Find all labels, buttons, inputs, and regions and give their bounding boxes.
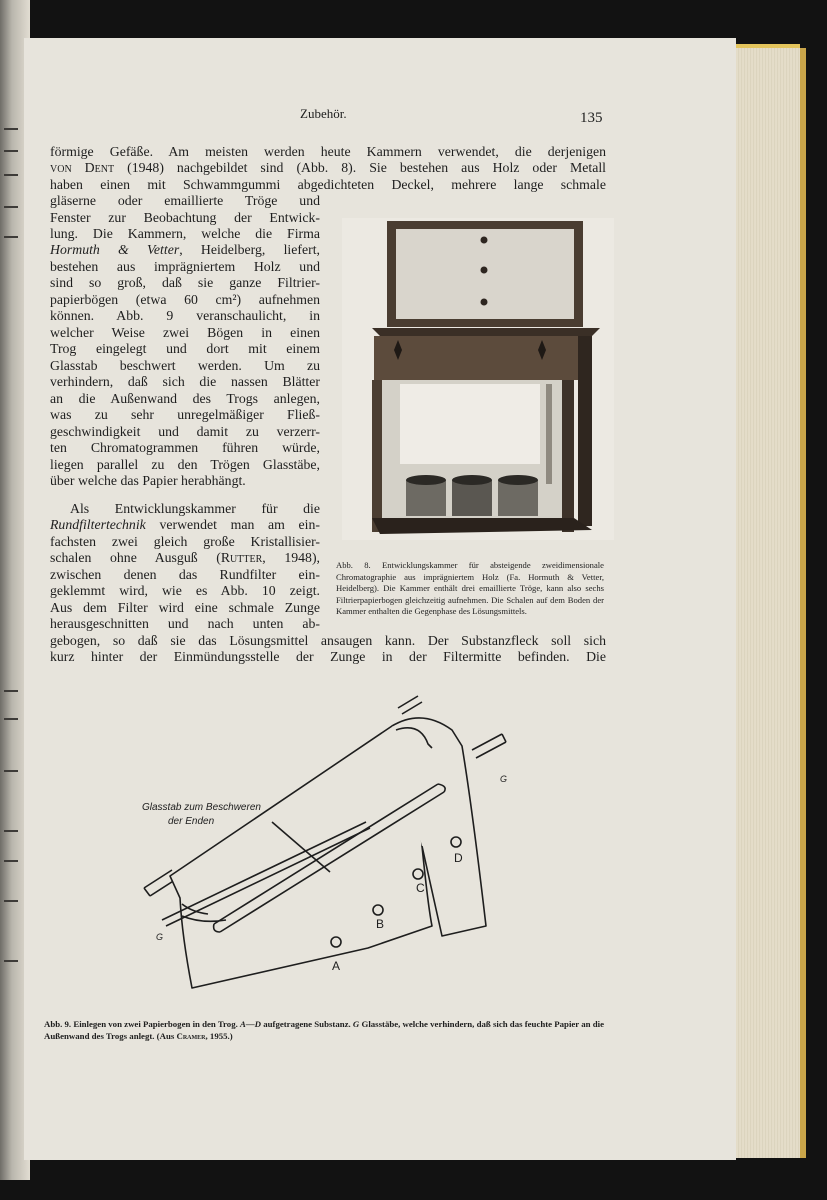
text-line: förmige Gefäße. Am meisten werden heute Kammern verwendet, die derjenigen bbox=[50, 144, 606, 159]
text-line: an die Außenwand des Trogs anlegen, bbox=[50, 391, 320, 406]
text-line: gläserne oder emaillierte Tröge und bbox=[50, 193, 320, 208]
spot-label-b: B bbox=[376, 917, 385, 931]
text-line: Aus dem Filter wird eine schmale Zunge bbox=[50, 600, 320, 615]
text-line: Rundfiltertechnik verwendet man am ein- bbox=[50, 517, 320, 532]
text-line: fachsten zwei gleich große Kristallisier- bbox=[50, 534, 320, 549]
text-line: papierbögen (etwa 60 cm²) aufnehmen bbox=[50, 292, 320, 307]
text-line: bestehen aus imprägniertem Holz und bbox=[50, 259, 320, 274]
text-line: schalen ohne Ausguß (Rutter, 1948), bbox=[50, 550, 321, 565]
figure-8-caption: Abb. 8. Entwicklungskammer für absteigende zweidimensionale Chromatographie aus imprägniertem Holz (Fa. Hormuth & Vetter, Heidelberg). Die Kammer enthält drei emaillierte Tröge, kann also sechs Filtrierpapierbogen gleichzeitig aufnehmen. Die Schalen auf dem Boden der Kammer enthalten die Gegenphase des Lösungsmittels. bbox=[336, 560, 604, 617]
text-line: Trog eingelegt und dort mit einem bbox=[50, 341, 320, 356]
spot-label-c: C bbox=[416, 881, 425, 895]
rundfilter-term: Rundfiltertechnik bbox=[50, 517, 146, 532]
text-line: zwischen denen das Rundfilter ein- bbox=[50, 567, 320, 582]
rod-label-left: G bbox=[156, 932, 164, 942]
text-line: gebogen, so daß sie das Lösungsmittel ansaugen kann. Der Substanzfleck soll sich bbox=[50, 633, 606, 648]
text-line: Hormuth & Vetter, Heidelberg, liefert, bbox=[50, 242, 320, 257]
text-line: Als Entwicklungskammer für die bbox=[70, 501, 320, 516]
text-line: lung. Die Kammern, welche die Firma bbox=[50, 226, 320, 241]
figure-9-caption: Abb. 9. Einlegen von zwei Papierbogen in den Trog. A—D aufgetragene Substanz. G Glasstäbe, welche verhindern, daß sich das feuchte Papier an die Außenwand des Trogs anlegt. (Aus Cramer, 1955.) bbox=[44, 1019, 604, 1041]
spot-label-d: D bbox=[454, 851, 463, 865]
text-line: liegen parallel zu den Trögen Glasstäbe, bbox=[50, 457, 320, 472]
text-line: ten Chromatogrammen führen würde, bbox=[50, 440, 320, 455]
text-line: kurz hinter der Einmündungsstelle der Zunge in der Filtermitte befinden. Die bbox=[50, 649, 606, 664]
text-line: Fenster zur Beobachtung der Entwick- bbox=[50, 210, 320, 225]
text-line: von Dent (1948) nachgebildet sind (Abb. 8). Sie bestehen aus Holz oder Metall bbox=[50, 160, 606, 175]
text-line: können. Abb. 9 veranschaulicht, in bbox=[50, 308, 320, 323]
text-line: was zu sehr unregelmäßiger Fließ- bbox=[50, 407, 320, 422]
text-line: haben einen mit Schwammgummi abgedichteten Deckel, mehrere lange schmale bbox=[50, 177, 606, 192]
text-line: herausgeschnitten und nach unten ab- bbox=[50, 616, 320, 631]
text-line: verhindern, daß sich die nassen Blätter bbox=[50, 374, 320, 389]
author-ref: Rutter bbox=[220, 550, 263, 565]
author-ref: von Dent bbox=[50, 160, 115, 175]
firm-name: Hormuth & Vetter bbox=[50, 242, 180, 257]
text-line: sind so groß, daß sie ganze Filtrier- bbox=[50, 275, 320, 290]
page-number: 135 bbox=[580, 110, 603, 126]
text-line: welcher Weise zwei Bögen in einen bbox=[50, 325, 320, 340]
rod-label-right: G bbox=[500, 774, 508, 784]
book-page-edges bbox=[728, 48, 806, 1158]
annotation-line-1: Glasstab zum Beschweren bbox=[142, 802, 261, 813]
spot-label-a: A bbox=[332, 959, 341, 973]
text-line: über welche das Papier herabhängt. bbox=[50, 473, 246, 488]
text-line: geschwindigkeit und damit zu verzerr- bbox=[50, 424, 320, 439]
figure-9-drawing bbox=[122, 686, 534, 1006]
annotation-line-2: der Enden bbox=[168, 816, 215, 827]
text-line: geklemmt wird, wie es Abb. 10 zeigt. bbox=[50, 583, 320, 598]
running-header: Zubehör. bbox=[300, 106, 347, 121]
figure-8-photo bbox=[342, 218, 614, 540]
book-page bbox=[24, 38, 736, 1160]
text-line: Glasstab beschwert werden. Um zu bbox=[50, 358, 320, 373]
